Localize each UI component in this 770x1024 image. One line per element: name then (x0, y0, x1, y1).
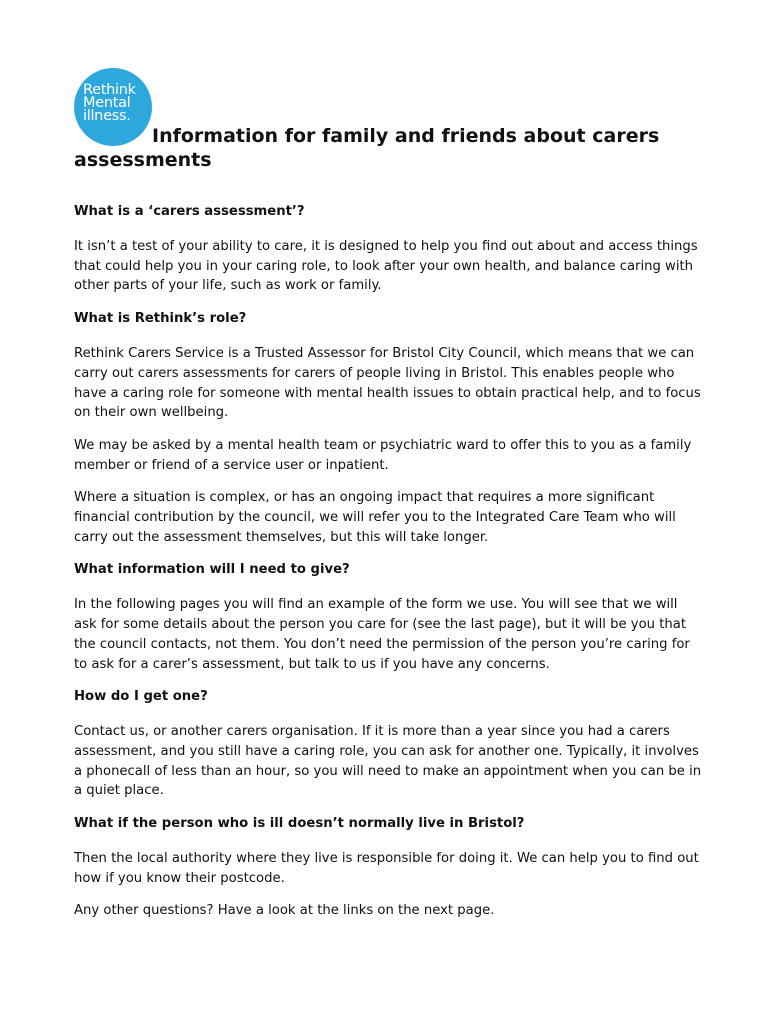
logo-line-3: illness. (83, 108, 131, 124)
section-paragraph: Contact us, or another carers organisation. If it is more than a year since you had a carers assessment, and you still have a caring role, you can ask for another one. Typically, it involves a phonecall of less than an hour, so you will need to make an appointment when you can be in a quiet place. (74, 724, 702, 799)
logo-line-1: Rethink (83, 82, 136, 98)
section-information-needed (74, 560, 704, 674)
section-paragraph: In the following pages you will find an example of the form we use. You will see that we will ask for some details about the person you care for (see the last page), but it will be you that the council contacts, not them. You don’t need the permission of the person you’re caring for to ask for a carer’s assessment, but talk to us if you have any concerns. (74, 597, 690, 672)
section-paragraph: Then the local authority where they live is responsible for doing it. We can help you to find out how if you know their postcode. (74, 851, 699, 886)
section-carers-assessment (74, 202, 704, 296)
section-heading: What information will I need to give? (74, 562, 350, 578)
section-paragraph: Where a situation is complex, or has an ongoing impact that requires a more significant financial contribution by the council, we will refer you to the Integrated Care Team who will carry out the assessment themselves, but this will take longer. (74, 490, 676, 545)
section-heading: What if the person who is ill doesn’t normally live in Bristol? (74, 816, 525, 832)
section-outside-bristol (74, 814, 704, 921)
logo-line-2: Mental (83, 95, 131, 111)
section-paragraph: Any other questions? Have a look at the links on the next page. (74, 903, 495, 919)
section-how-to-get-one (74, 687, 704, 801)
document-body (74, 202, 704, 934)
section-heading: What is Rethink’s role? (74, 311, 247, 327)
section-heading: How do I get one? (74, 689, 208, 705)
section-rethink-role (74, 309, 704, 547)
section-paragraph: Rethink Carers Service is a Trusted Assessor for Bristol City Council, which means that we can carry out carers assessments for carers of people living in Bristol. This enables people who have a caring role for someone with mental health issues to obtain practical help, and to focus on their own wellbeing. (74, 346, 701, 421)
section-paragraph: We may be asked by a mental health team or psychiatric ward to offer this to you as a family member or friend of a service user or inpatient. (74, 437, 692, 473)
section-heading: What is a ‘carers assessment’? (74, 204, 305, 219)
page-title: Information for family and friends about carers assessments (74, 125, 660, 171)
section-paragraph: It isn’t a test of your ability to care, it is designed to help you find out about and access things that could help you in your caring role, to look after your own health, and balance caring with other parts of your life, such as work or family. (74, 239, 698, 294)
